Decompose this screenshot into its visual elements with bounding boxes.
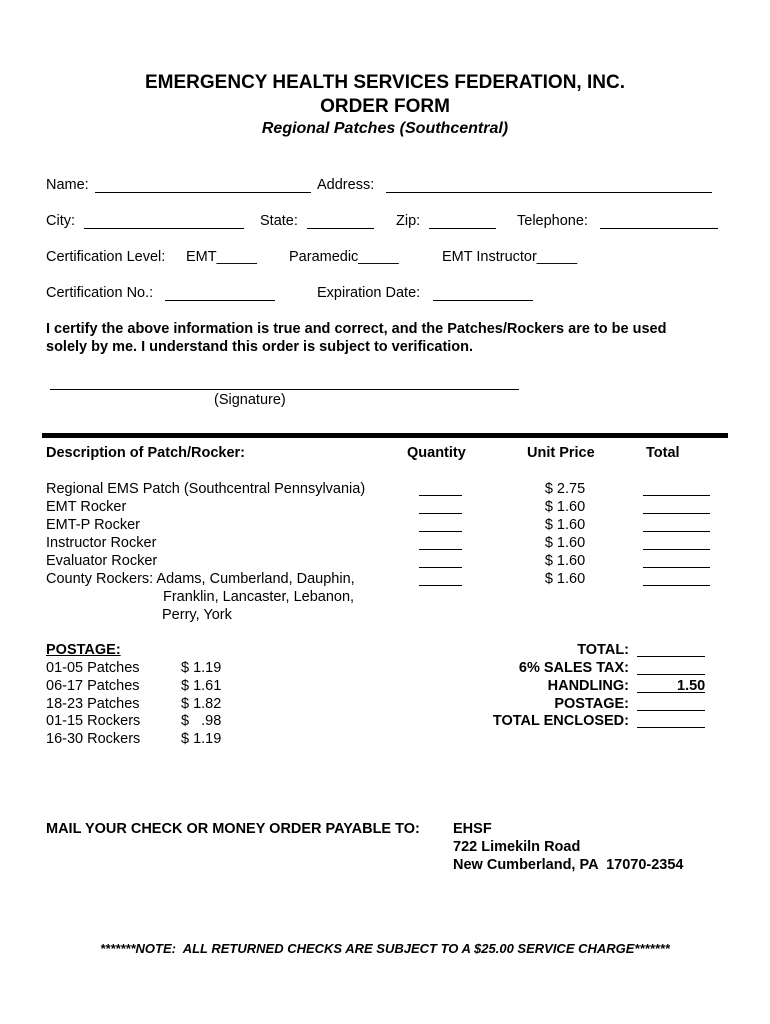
form-subtitle: Regional Patches (Southcentral) [261, 120, 509, 137]
item-total-field[interactable] [643, 513, 710, 514]
item-price: $ 1.60 [544, 571, 586, 587]
mail-label: MAIL YOUR CHECK OR MONEY ORDER PAYABLE TO: [46, 821, 420, 837]
item-price: $ 1.60 [544, 517, 586, 533]
county-list-cont: Perry, York [162, 607, 232, 623]
postage-label: 16-30 Rockers [46, 731, 141, 747]
cert-no-label: Certification No.: [46, 285, 154, 301]
city-label: City: [46, 213, 75, 229]
item-desc: Instructor Rocker [46, 535, 157, 551]
item-desc: Regional EMS Patch (Southcentral Pennsylvania) [46, 481, 366, 497]
cert-no-field[interactable] [165, 300, 275, 301]
unit-price-header: Unit Price [527, 445, 595, 461]
postage-price: $ 1.82 [181, 696, 222, 712]
state-label: State: [260, 213, 298, 229]
emt-option[interactable]: EMT_____ [186, 249, 257, 265]
item-desc: Evaluator Rocker [46, 553, 158, 569]
name-field[interactable] [95, 192, 311, 193]
telephone-label: Telephone: [517, 213, 588, 229]
summary-sales-tax-field[interactable] [637, 674, 705, 675]
item-desc: EMT Rocker [46, 499, 127, 515]
item-quantity-field[interactable] [419, 567, 462, 568]
zip-field[interactable] [429, 228, 496, 229]
address-label: Address: [317, 177, 375, 193]
summary-total-label: TOTAL: [577, 642, 629, 658]
zip-label: Zip: [396, 213, 421, 229]
mail-city: New Cumberland, PA 17070-2354 [453, 857, 684, 873]
postage-label: 06-17 Patches [46, 678, 140, 694]
mail-name: EHSF [453, 821, 492, 837]
signature-label: (Signature) [214, 392, 286, 408]
certify-line-2: solely by me. I understand this order is subject to verification. [46, 339, 474, 355]
item-total-field[interactable] [643, 549, 710, 550]
summary-handling-value: 1.50 [677, 678, 706, 694]
item-quantity-field[interactable] [419, 513, 462, 514]
postage-price: $ .98 [181, 713, 222, 729]
org-title: EMERGENCY HEALTH SERVICES FEDERATION, INC. [145, 72, 625, 93]
item-quantity-field[interactable] [419, 495, 462, 496]
postage-price: $ 1.61 [181, 678, 222, 694]
name-label: Name: [46, 177, 89, 193]
emt-instructor-option[interactable]: EMT Instructor_____ [442, 249, 578, 265]
expiration-field[interactable] [433, 300, 533, 301]
form-title: ORDER FORM [320, 96, 450, 117]
certify-line-1: I certify the above information is true and correct, and the Patches/Rockers are to be used [46, 321, 667, 337]
county-list-cont: Franklin, Lancaster, Lebanon, [163, 589, 355, 605]
returned-check-note: *******NOTE: ALL RETURNED CHECKS ARE SUBJECT TO A $25.00 SERVICE CHARGE******* [100, 941, 670, 956]
postage-price: $ 1.19 [181, 660, 222, 676]
item-quantity-field[interactable] [419, 531, 462, 532]
item-desc: County Rockers: Adams, Cumberland, Dauphin, [46, 571, 355, 587]
address-field[interactable] [386, 192, 712, 193]
item-price: $ 1.60 [544, 499, 586, 515]
telephone-field[interactable] [600, 228, 718, 229]
total-header: Total [646, 445, 680, 461]
description-header: Description of Patch/Rocker: [46, 445, 246, 461]
item-price: $ 2.75 [544, 481, 586, 497]
state-field[interactable] [307, 228, 374, 229]
postage-price: $ 1.19 [181, 731, 222, 747]
item-total-field[interactable] [643, 567, 710, 568]
signature-field[interactable] [50, 389, 519, 390]
item-price: $ 1.60 [544, 553, 586, 569]
item-desc: EMT-P Rocker [46, 517, 141, 533]
quantity-header: Quantity [407, 445, 466, 461]
summary-sales-tax-label: 6% SALES TAX: [518, 660, 629, 676]
item-quantity-field[interactable] [419, 585, 462, 586]
summary-total-field[interactable] [637, 656, 705, 657]
item-total-field[interactable] [643, 585, 710, 586]
postage-label: 18-23 Patches [46, 696, 140, 712]
cert-level-label: Certification Level: [46, 249, 166, 265]
summary-total-enclosed-label: TOTAL ENCLOSED: [492, 713, 629, 729]
summary-postage-label: POSTAGE: [554, 696, 629, 712]
postage-label: 01-05 Patches [46, 660, 140, 676]
item-price: $ 1.60 [544, 535, 586, 551]
expiration-label: Expiration Date: [317, 285, 421, 301]
summary-postage-field[interactable] [637, 710, 705, 711]
postage-title: POSTAGE: [46, 642, 121, 658]
section-divider [42, 433, 728, 438]
summary-handling-label: HANDLING: [547, 678, 629, 694]
item-total-field[interactable] [643, 531, 710, 532]
mail-street: 722 Limekiln Road [453, 839, 581, 855]
item-total-field[interactable] [643, 495, 710, 496]
item-quantity-field[interactable] [419, 549, 462, 550]
paramedic-option[interactable]: Paramedic_____ [289, 249, 399, 265]
summary-total-enclosed-field[interactable] [637, 727, 705, 728]
postage-label: 01-15 Rockers [46, 713, 141, 729]
city-field[interactable] [84, 228, 244, 229]
